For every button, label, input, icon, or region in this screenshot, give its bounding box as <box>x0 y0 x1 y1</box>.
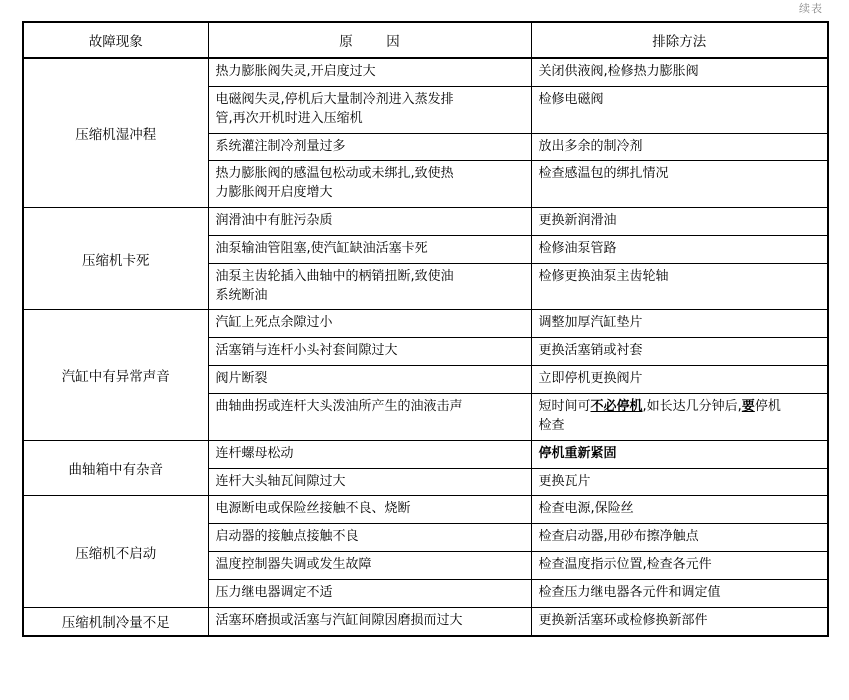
remedy-line: 立即停机更换阀片 <box>532 366 828 394</box>
reason-cell <box>208 58 531 208</box>
reason-line: 热力膨胀阀失灵,开启度过大 <box>209 59 531 87</box>
remedy-line: 检查电源,保险丝 <box>532 496 828 524</box>
remedy-line: 检修油泵管路 <box>532 236 828 264</box>
reason-line: 润滑油中有脏污杂质 <box>209 208 531 236</box>
reason-line: 温度控制器失调或发生故障 <box>209 552 531 580</box>
header-row <box>23 22 828 58</box>
remedy-line: 检查 <box>538 417 565 433</box>
column-header-symptom: 故障现象 <box>23 22 208 58</box>
reason-cell <box>208 607 531 635</box>
remedy-cell <box>531 310 828 440</box>
remedy-spacer <box>532 110 828 134</box>
remedy-mid: ,如长达几分钟后, <box>642 398 742 414</box>
table-row <box>23 58 828 208</box>
remedy-line: 检查启动器,用砂布擦净触点 <box>532 524 828 552</box>
remedy-line: 检查压力继电器各元件和调定值 <box>538 584 721 600</box>
column-header-reason-text: 原 因 <box>339 34 410 50</box>
remedy-line: 放出多余的制冷剂 <box>532 134 828 162</box>
table-row <box>23 607 828 635</box>
reason-cell <box>208 440 531 496</box>
reason-line: 油泵主齿轮插入曲轴中的柄销扭断,致使油 <box>215 268 454 284</box>
remedy-line: 停机重新紧固 <box>532 441 828 469</box>
table-row <box>23 496 828 607</box>
remedy-cell <box>531 440 828 496</box>
reason-cell <box>208 310 531 440</box>
remedy-cell <box>531 496 828 607</box>
remedy-pre: 短时间可 <box>538 398 591 414</box>
category-cell: 汽缸中有异常声音 <box>23 310 208 440</box>
table-row <box>23 208 828 310</box>
remedy-line: 检查温度指示位置,检查各元件 <box>532 552 828 580</box>
table-head <box>23 22 828 58</box>
reason-cell <box>208 208 531 310</box>
reason-line: 连杆大头轴瓦间隙过大 <box>215 473 346 489</box>
category-cell: 压缩机湿冲程 <box>23 58 208 208</box>
remedy-line: 更换活塞销或衬套 <box>532 338 828 366</box>
reason-line: 电磁阀失灵,停机后大量制冷剂进入蒸发排 <box>215 91 454 107</box>
remedy-spacer <box>532 184 828 207</box>
reason-line: 热力膨胀阀的感温包松动或未绑扎,致使热 <box>215 166 454 182</box>
category-cell: 压缩机制冷量不足 <box>23 607 208 635</box>
remedy-line: 检修更换油泵主齿轮轴 <box>538 268 669 284</box>
remedy-line: 调整加厚汽缸垫片 <box>532 310 828 338</box>
remedy-cell <box>531 58 828 208</box>
remedy-cell <box>531 607 828 635</box>
fault-diagnosis-table <box>22 21 829 637</box>
reason-line: 连杆螺母松动 <box>209 441 531 469</box>
remedy-line: 检查感温包的绑扎情况 <box>538 166 669 182</box>
reason-line: 曲轴曲拐或连杆大头泼油所产生的油液击声 <box>215 398 463 414</box>
reason-line: 阀片断裂 <box>209 366 531 394</box>
remedy-line-rich <box>532 394 828 417</box>
remedy-emphasis: 不必停机 <box>590 398 643 414</box>
reason-cell <box>208 496 531 607</box>
category-cell: 曲轴箱中有杂音 <box>23 440 208 496</box>
remedy-line: 关闭供液阀,检修热力膨胀阀 <box>532 59 828 87</box>
category-cell: 压缩机卡死 <box>23 208 208 310</box>
remedy-cell <box>531 208 828 310</box>
reason-line: 电源断电或保险丝接触不良、烧断 <box>209 496 531 524</box>
remedy-line: 更换新活塞环或检修换新部件 <box>538 612 708 628</box>
reason-line: 系统断油 <box>215 287 268 303</box>
reason-line: 系统灌注制冷剂量过多 <box>209 134 531 162</box>
column-header-reason <box>208 22 531 58</box>
table-body <box>23 58 828 636</box>
remedy-line: 更换瓦片 <box>538 473 591 489</box>
column-header-remedy: 排除方法 <box>531 22 828 58</box>
remedy-line: 检修电磁阀 <box>538 91 604 107</box>
table-row <box>23 440 828 496</box>
reason-line: 活塞销与连杆小头衬套间隙过大 <box>209 338 531 366</box>
reason-line: 启动器的接触点接触不良 <box>209 524 531 552</box>
reason-line: 活塞环磨损或活塞与汽缸间隙因磨损而过大 <box>215 612 463 628</box>
remedy-emphasis2: 要 <box>741 398 755 414</box>
reason-line: 管,再次开机时进入压缩机 <box>209 110 531 134</box>
continued-table-mark: 续表 <box>799 2 823 15</box>
reason-line: 油泵输油管阻塞,使汽缸缺油活塞卡死 <box>209 236 531 264</box>
reason-line: 压力继电器调定不适 <box>215 584 333 600</box>
reason-line: 汽缸上死点余隙过小 <box>209 310 531 338</box>
reason-spacer <box>209 417 531 440</box>
remedy-spacer <box>532 287 828 310</box>
table-row <box>23 310 828 440</box>
remedy-end: 停机 <box>754 398 781 414</box>
category-cell: 压缩机不启动 <box>23 496 208 607</box>
reason-line: 力膨胀阀开启度增大 <box>215 185 333 201</box>
remedy-line: 更换新润滑油 <box>532 208 828 236</box>
